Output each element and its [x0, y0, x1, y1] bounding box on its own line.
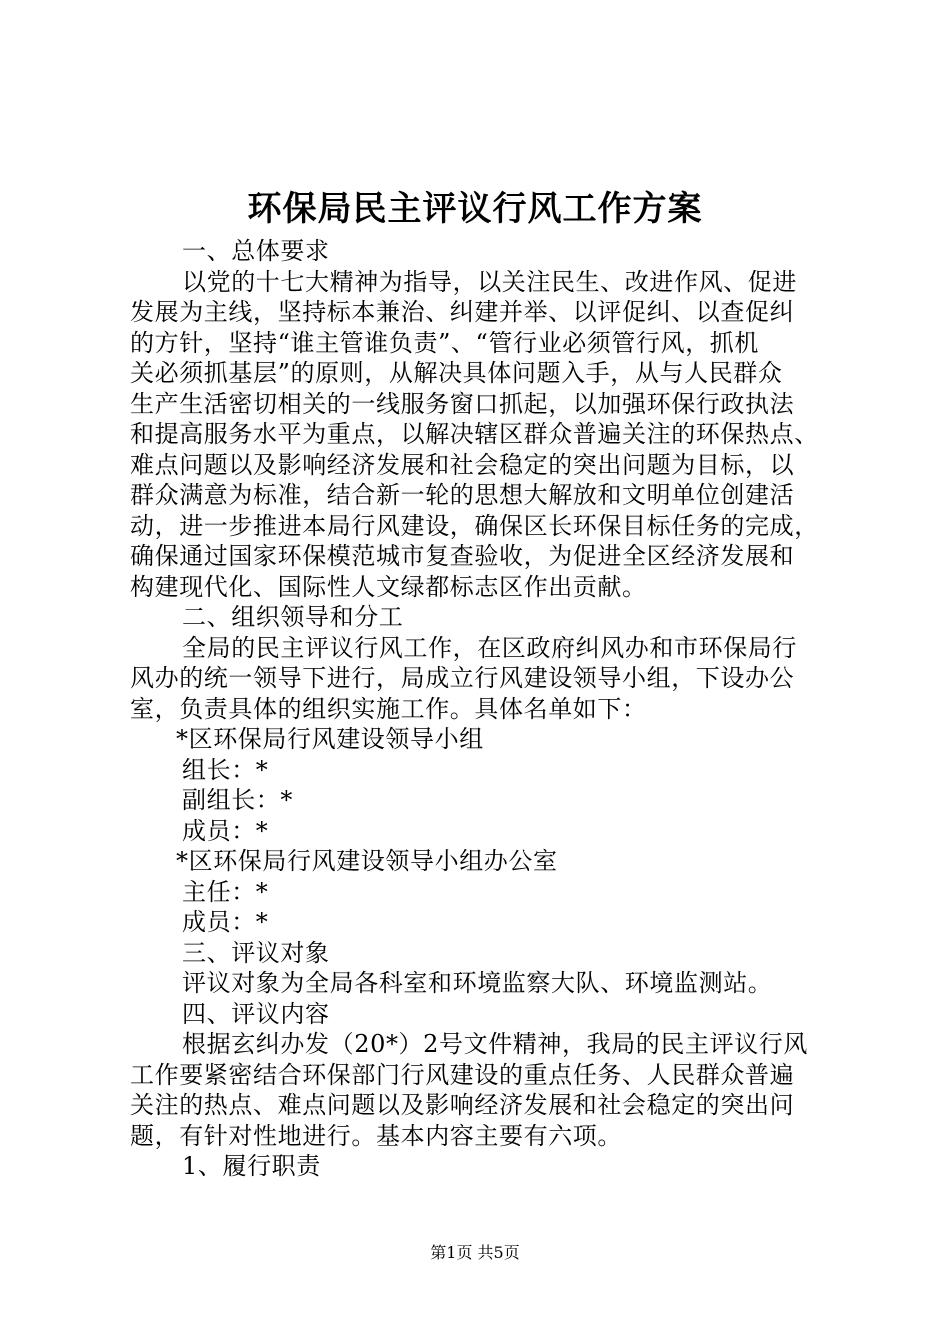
paragraph-line: 评议对象为全局各科室和环境监察大队、环境监测站。: [182, 969, 773, 997]
list-item: 成员：*: [182, 908, 269, 936]
section-heading-1: 一、总体要求: [182, 237, 330, 265]
list-item: *区环保局行风建设领导小组: [176, 725, 484, 753]
paragraph-line: 的方针，坚持“谁主管谁负责”、“管行业必须管行风，抓机: [130, 328, 760, 357]
list-item: 主任：*: [182, 877, 269, 906]
paragraph-line: 关注的热点、难点问题以及影响经济发展和社会稳定的突出问: [130, 1091, 795, 1119]
paragraph-line: 全局的民主评议行风工作，在区政府纠风办和市环保局行: [182, 633, 797, 662]
paragraph-line: 风办的统一领导下进行，局成立行风建设领导小组，下设办公: [130, 664, 795, 692]
paragraph-line: 和提高服务水平为重点，以解决辖区群众普遍关注的环保热点、: [130, 420, 819, 448]
paragraph-line: 动，进一步推进本局行风建设，确保区长环保目标任务的完成，: [130, 511, 819, 540]
section-heading-3: 三、评议对象: [182, 938, 330, 967]
paragraph-line: 群众满意为标准，结合新一轮的思想大解放和文明单位创建活: [130, 481, 795, 509]
paragraph-line: 确保通过国家环保模范城市复查验收，为促进全区经济发展和: [130, 542, 795, 570]
list-item: 副组长：*: [182, 786, 293, 814]
paragraph-line: 发展为主线，坚持标本兼治、纠建并举、以评促纠、以查促纠: [130, 298, 795, 326]
list-item: *区环保局行风建设领导小组办公室: [176, 847, 558, 875]
paragraph-line: 以党的十七大精神为指导，以关注民生、改进作风、促进: [182, 267, 797, 296]
list-item: 组长：*: [182, 755, 269, 784]
subsection-heading: 1、履行职责: [182, 1152, 321, 1180]
paragraph-line: 关必须抓基层”的原则，从解决具体问题入手，从与人民群众: [130, 359, 783, 387]
paragraph-line: 工作要紧密结合环保部门行风建设的重点任务、人民群众普遍: [130, 1060, 795, 1089]
paragraph-line: 根据玄纠办发（20*）2号文件精神，我局的民主评议行风: [182, 1030, 809, 1058]
paragraph-line: 生产生活密切相关的一线服务窗口抓起，以加强环保行政执法: [130, 389, 795, 418]
document-body: [130, 236, 830, 1182]
paragraph-line: 构建现代化、国际性人文绿都标志区作出贡献。: [130, 572, 647, 601]
paragraph-line: 难点问题以及影响经济发展和社会稳定的突出问题为目标，以: [130, 450, 795, 479]
section-heading-2: 二、组织领导和分工: [182, 603, 404, 631]
section-heading-4: 四、评议内容: [182, 999, 330, 1028]
paragraph-line: 题，有针对性地进行。基本内容主要有六项。: [130, 1121, 622, 1150]
list-item: 成员：*: [182, 816, 269, 845]
paragraph-line: 室，负责具体的组织实施工作。具体名单如下：: [130, 694, 647, 723]
document-title: 环保局民主评议行风工作方案: [247, 189, 703, 229]
page-number: 第1页 共5页: [430, 1243, 520, 1262]
